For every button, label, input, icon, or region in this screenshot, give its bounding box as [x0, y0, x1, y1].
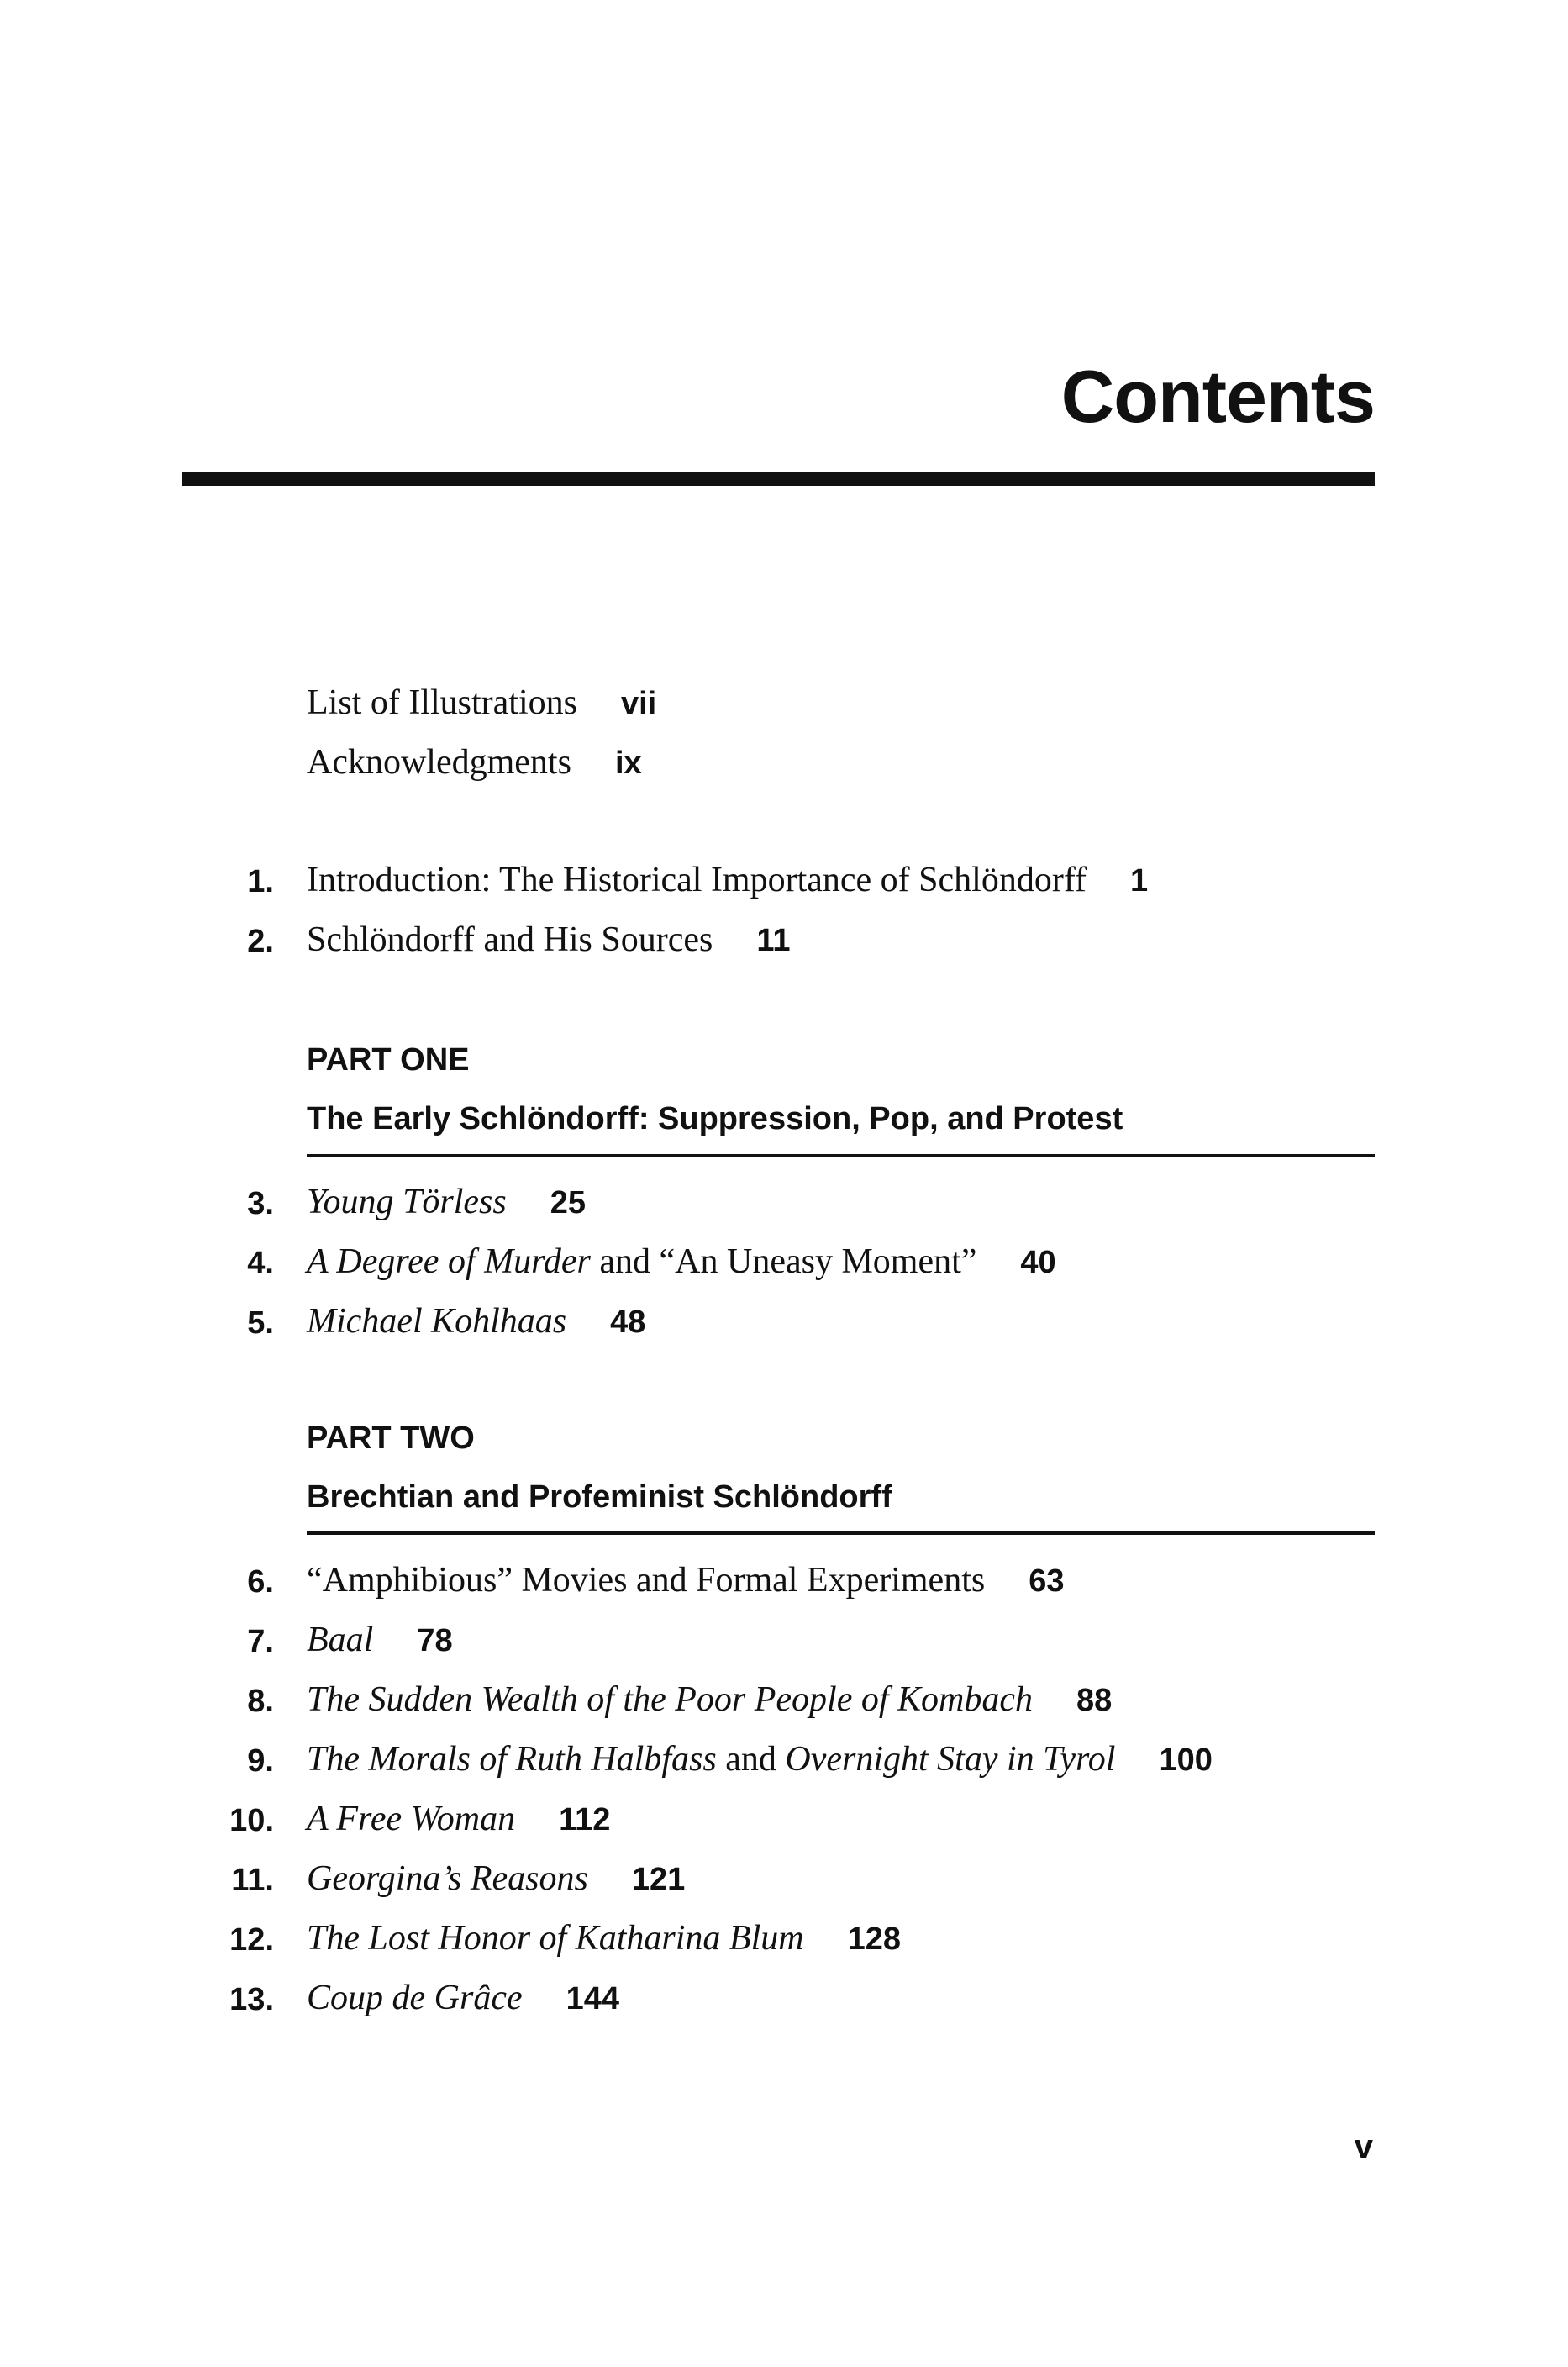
toc-chapter-number: 2. [247, 924, 274, 959]
title-rule [182, 472, 1375, 486]
toc-entry-label [307, 1620, 373, 1660]
toc-chapter-5[interactable] [307, 1301, 645, 1342]
toc-entry-label [307, 1182, 507, 1222]
toc-chapter-number: 13. [229, 1982, 274, 2017]
part-two-label: PART TWO [307, 1421, 475, 1456]
toc-entry-title-italic: The Lost Honor of Katharina Blum [307, 1919, 804, 1958]
toc-entry-title-italic: Michael Kohlhaas [307, 1302, 567, 1341]
toc-entry-page: ix [614, 746, 642, 781]
toc-entry-page: 88 [1076, 1683, 1113, 1718]
toc-entry-title-mid: and [716, 1740, 786, 1779]
toc-entry-list-of-illustrations[interactable] [307, 683, 656, 723]
toc-chapter-number: 5. [247, 1305, 274, 1341]
part-one-label: PART ONE [307, 1042, 470, 1078]
toc-entry-label [307, 1739, 1115, 1779]
toc-chapter-10[interactable] [307, 1799, 610, 1839]
toc-entry-label [307, 1978, 523, 2018]
toc-entry-label: Schlöndorff and His Sources [307, 920, 713, 959]
toc-chapter-number: 3. [247, 1186, 274, 1221]
page-title: Contents [1060, 355, 1375, 438]
toc-chapter-2[interactable] [307, 920, 791, 960]
toc-chapter-7[interactable] [307, 1620, 453, 1660]
toc-entry-title-italic: The Sudden Wealth of the Poor People of Kombach [307, 1680, 1033, 1719]
toc-entry-page: vii [620, 686, 657, 721]
toc-entry-page: 63 [1029, 1563, 1065, 1599]
toc-entry-label: Acknowledgments [307, 743, 571, 782]
part-one-title: The Early Schlöndorff: Suppression, Pop, and Protest [307, 1101, 1123, 1136]
toc-entry-label [307, 1241, 976, 1282]
toc-entry-page: 40 [1020, 1245, 1056, 1280]
toc-chapter-13[interactable] [307, 1978, 619, 2018]
toc-entry-page: 78 [417, 1623, 453, 1658]
toc-entry-title-italic: The Morals of Ruth Halbfass [307, 1740, 717, 1779]
toc-entry-page: 11 [756, 923, 791, 958]
part-two-title: Brechtian and Profeminist Schlöndorff [307, 1479, 892, 1515]
toc-entry-page: 48 [610, 1305, 646, 1340]
toc-entry-label [307, 1918, 804, 1958]
toc-entry-title-rest: and “An Uneasy Moment” [590, 1242, 977, 1281]
toc-chapter-number: 4. [247, 1246, 274, 1281]
toc-chapter-12[interactable] [307, 1918, 901, 1958]
part-two-rule [307, 1531, 1375, 1535]
toc-chapter-number: 1. [247, 864, 274, 899]
toc-chapter-number: 11. [231, 1863, 274, 1898]
toc-chapter-8[interactable] [307, 1679, 1112, 1720]
toc-entry-title-italic: Coup de Grâce [307, 1979, 523, 2017]
toc-entry-label [307, 1858, 588, 1899]
toc-entry-label [307, 1679, 1033, 1720]
page-number: v [1354, 2128, 1373, 2165]
toc-chapter-6[interactable] [307, 1560, 1065, 1600]
toc-entry-page: 25 [550, 1185, 586, 1220]
toc-chapter-number: 12. [229, 1922, 274, 1958]
toc-chapter-3[interactable] [307, 1182, 586, 1222]
toc-entry-title-italic: Young Törless [307, 1183, 507, 1221]
toc-entry-title-italic: A Degree of Murder [307, 1242, 591, 1281]
part-one-rule [307, 1154, 1375, 1157]
toc-chapter-number: 6. [247, 1564, 274, 1600]
toc-chapter-number: 10. [229, 1803, 274, 1838]
toc-entry-title-italic: A Free Woman [307, 1800, 516, 1838]
toc-chapter-number: 7. [247, 1624, 274, 1659]
toc-entry-title-italic: Georgina’s Reasons [307, 1859, 588, 1898]
toc-chapter-9[interactable] [307, 1739, 1213, 1779]
toc-entry-page: 121 [631, 1862, 686, 1897]
toc-chapter-11[interactable] [307, 1858, 685, 1899]
toc-entry-label [307, 1301, 566, 1342]
toc-entry-label: “Amphibious” Movies and Formal Experiments [307, 1561, 986, 1600]
toc-entry-label [307, 1799, 515, 1839]
toc-entry-label: Introduction: The Historical Importance of Schlöndorff [307, 861, 1087, 899]
toc-entry-page: 112 [559, 1802, 611, 1837]
toc-entry-page: 144 [566, 1981, 620, 2016]
toc-entry-label: List of Illustrations [307, 683, 577, 722]
toc-chapter-1[interactable] [307, 860, 1148, 900]
toc-entry-title-italic: Overnight Stay in Tyrol [785, 1740, 1116, 1779]
toc-entry-title-italic: Baal [307, 1621, 374, 1659]
toc-entry-page: 100 [1159, 1742, 1213, 1778]
toc-chapter-number: 8. [247, 1684, 274, 1719]
toc-entry-acknowledgments[interactable] [307, 742, 642, 783]
toc-entry-page: 1 [1130, 863, 1149, 899]
toc-entry-page: 128 [847, 1922, 901, 1957]
toc-chapter-4[interactable] [307, 1241, 1056, 1282]
toc-chapter-number: 9. [247, 1743, 274, 1779]
